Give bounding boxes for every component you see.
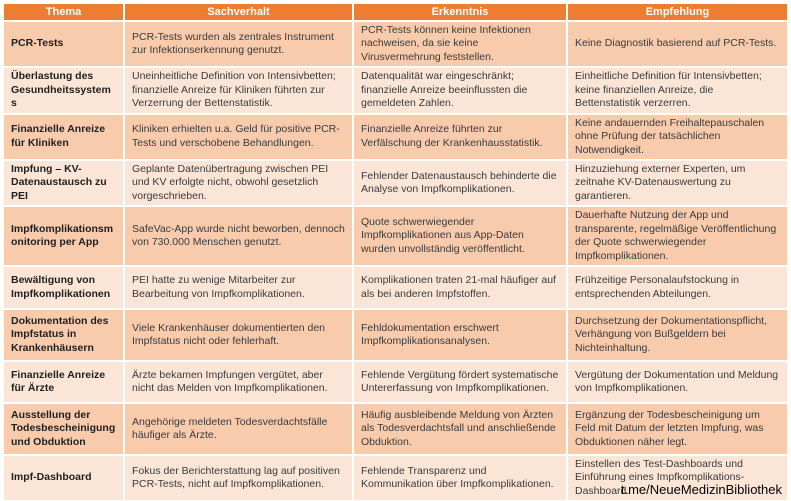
summary-table [2,2,789,501]
table-row [4,267,787,308]
cell-sachverhalt: PEI hatte zu wenige Mitarbeiter zur Bearbeitung von Impfkomplikationen. [125,267,352,308]
table-row [4,161,787,205]
cell-sachverhalt: Fokus der Berichterstattung lag auf positiven PCR-Tests, nicht auf Impfkomplikationen. [125,456,352,500]
column-header-empfehlung: Empfehlung [568,4,787,20]
cell-thema: Impfung – KV-Datenaustausch zu PEI [4,161,123,205]
cell-thema: PCR-Tests [4,22,123,66]
column-header-thema: Thema [4,4,123,20]
cell-thema: Ausstellung der Todesbescheinigung und Obduktion [4,404,123,454]
header-row [4,4,787,20]
cell-thema: Dokumentation des Impfstatus in Krankenhäusern [4,310,123,360]
cell-erkenntnis: Häufig ausbleibende Meldung von Ärzten als Todesverdachtsfall und anschließende Obduktion. [354,404,566,454]
table-row [4,404,787,454]
cell-erkenntnis: Fehlende Transparenz und Kommunikation über Impfkomplikationen. [354,456,566,500]
cell-empfehlung: Einstellen des Test-Dashboards und Einführung eines Impfkomplikations-Dashboard. [568,456,787,500]
cell-thema: Bewältigung von Impfkomplikationen [4,267,123,308]
cell-erkenntnis: PCR-Tests können keine Infektionen nachweisen, da sie keine Virusvermehrung feststellen. [354,22,566,66]
cell-thema: Finanzielle Anreize für Ärzte [4,362,123,402]
table-row [4,310,787,360]
table-row [4,68,787,112]
cell-thema: Impfkomplikationsmonitoring per App [4,207,123,265]
table-row [4,115,787,159]
cell-erkenntnis: Fehldokumentation erschwert Impfkomplikationsanalysen. [354,310,566,360]
table-row [4,207,787,265]
table-row [4,362,787,402]
cell-erkenntnis: Quote schwerwiegender Impfkomplikationen aus App-Daten wurden unvollständig veröffentlicht. [354,207,566,265]
cell-empfehlung: Keine Diagnostik basierend auf PCR-Tests. [568,22,787,66]
cell-empfehlung: Einheitliche Definition für Intensivbetten; keine finanziellen Anreize, die Bettenstatistik verzerren. [568,68,787,112]
cell-empfehlung: Frühzeitige Personalaufstockung in entsprechenden Abteilungen. [568,267,787,308]
cell-sachverhalt: Viele Krankenhäuser dokumentierten den Impfstatus nicht oder fehlerhaft. [125,310,352,360]
cell-empfehlung: Keine andauernden Freihaltepauschalen ohne Prüfung der tatsächlichen Notwendigkeit. [568,115,787,159]
telegram-watermark: t.me/NeueMedizinBibliothek [620,482,782,497]
cell-erkenntnis: Komplikationen traten 21-mal häufiger auf als bei anderen Impfstoffen. [354,267,566,308]
cell-erkenntnis: Finanzielle Anreize führten zur Verfälschung der Krankenhausstatistik. [354,115,566,159]
cell-empfehlung: Dauerhafte Nutzung der App und transparente, regelmäßige Veröffentlichung der Quote schwerwiegender Impfkomplikationen. [568,207,787,265]
cell-sachverhalt: Geplante Datenübertragung zwischen PEI und KV erfolgte nicht, obwohl gesetzlich vorgeschrieben. [125,161,352,205]
cell-sachverhalt: Uneinheitliche Definition von Intensivbetten; finanzielle Anreize für Kliniken führten zur Verzerrung der Bettenstatistik. [125,68,352,112]
cell-thema: Impf-Dashboard [4,456,123,500]
cell-empfehlung: Vergütung der Dokumentation und Meldung von Impfkomplikationen. [568,362,787,402]
cell-erkenntnis: Fehlender Datenaustausch behinderte die Analyse von Impfkomplikationen. [354,161,566,205]
cell-erkenntnis: Datenqualität war eingeschränkt; finanzielle Anreize beeinflussten die gemeldeten Zahlen. [354,68,566,112]
cell-erkenntnis: Fehlende Vergütung fördert systematische Untererfassung von Impfkomplikationen. [354,362,566,402]
cell-thema: Finanzielle Anreize für Kliniken [4,115,123,159]
cell-sachverhalt: Ärzte bekamen Impfungen vergütet, aber nicht das Melden von Impfkomplikationen. [125,362,352,402]
cell-empfehlung: Durchsetzung der Dokumentationspflicht, Verhängung von Bußgeldern bei Nichteinhaltung. [568,310,787,360]
column-header-sachverhalt: Sachverhalt [125,4,352,20]
cell-thema: Überlastung des Gesundheitssystems [4,68,123,112]
table-row [4,22,787,66]
cell-empfehlung: Hinzuziehung externer Experten, um zeitnahe KV-Datenauswertung zu garantieren. [568,161,787,205]
cell-sachverhalt: Kliniken erhielten u.a. Geld für positive PCR-Tests und verschobene Behandlungen. [125,115,352,159]
cell-sachverhalt: PCR-Tests wurden als zentrales Instrument zur Infektionserkennung genutzt. [125,22,352,66]
cell-sachverhalt: Angehörige meldeten Todesverdachtsfälle häufiger als Ärzte. [125,404,352,454]
column-header-erkenntnis: Erkenntnis [354,4,566,20]
cell-sachverhalt: SafeVac-App wurde nicht beworben, dennoch von 730.000 Menschen genutzt. [125,207,352,265]
cell-empfehlung: Ergänzung der Todesbescheinigung um Feld mit Datum der letzten Impfung, was Obduktionen näher legt. [568,404,787,454]
